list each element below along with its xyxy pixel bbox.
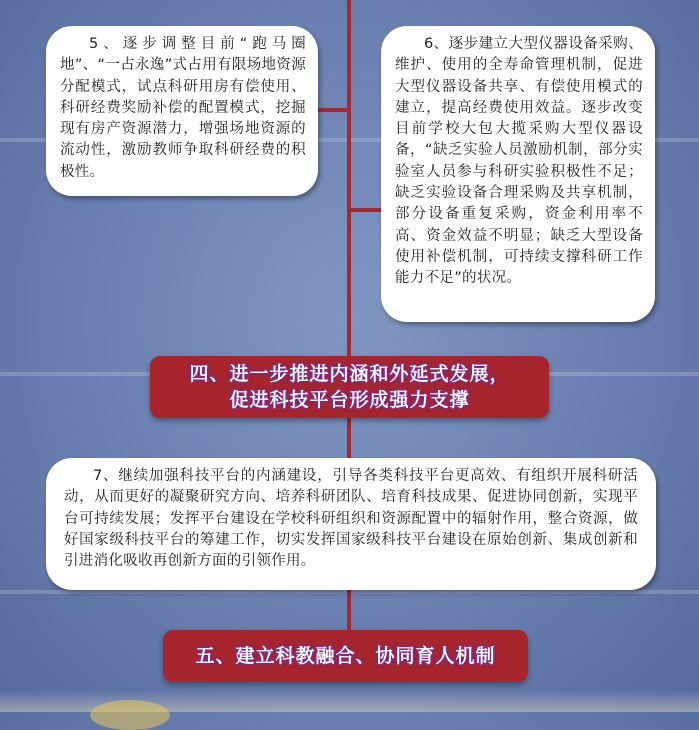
card-item-5 xyxy=(46,26,318,196)
section-5-title: 五、建立科教融合、协同育人机制 xyxy=(195,645,496,667)
card-item-6-text: 6、逐步建立大型仪器设备采购、维护、使用的全寿命管理机制，促进大型仪器设备共享、有偿使用模式的建立，提高经费使用效益。逐步改变目前学校大包大揽采购大型仪器设备，“缺乏实验人员激励机制，部分实验室人员参与科研实验积极性不足；缺乏实验设备合理采购及共享机制，部分设备重复采购，资金利用率不高、资金效益不明显；缺乏大型设备使用补偿机制，可持续支撑科研工作能力不足”的状况。 xyxy=(395,36,643,287)
card-item-5-text: 5、逐步调整目前“跑马圈地”、“一占永逸”式占用有限场地资源分配模式，试点科研用房有偿使用、科研经费奖励补偿的配置模式，挖掘现有房产资源潜力，增强场地资源的流动性，激励教师争取科研经费的积极性。 xyxy=(60,36,306,180)
section-4-title-line1: 四、进一步推进内涵和外延式发展， xyxy=(189,363,510,385)
connector-card7-to-section5 xyxy=(347,588,351,630)
connector-to-card6 xyxy=(347,208,383,212)
bottom-orb xyxy=(90,700,170,730)
card-item-6 xyxy=(381,26,655,322)
card-item-7 xyxy=(46,458,656,590)
connector-vertical-main xyxy=(347,0,351,360)
section-4-title-line2: 促进科技平台形成强力支撑 xyxy=(229,389,470,411)
section-4-banner xyxy=(150,356,549,418)
section-5-banner xyxy=(163,630,528,682)
card-item-7-text: 7、继续加强科技平台的内涵建设，引导各类科技平台更高效、有组织开展科研活动，从而更好的凝聚研究方向、培养科研团队、培育科技成果、促进协同创新，实现平台可持续发展；发挥平台建设在学校科研组织和资源配置中的辐射作用，整合资源，做好国家级科技平台的筹建工作，切实发挥国家级科技平台建设在原始创新、集成创新和引进消化吸收再创新方面的引领作用。 xyxy=(64,468,638,570)
connector-section4-to-card7 xyxy=(347,416,351,460)
connector-to-card5 xyxy=(317,108,351,112)
